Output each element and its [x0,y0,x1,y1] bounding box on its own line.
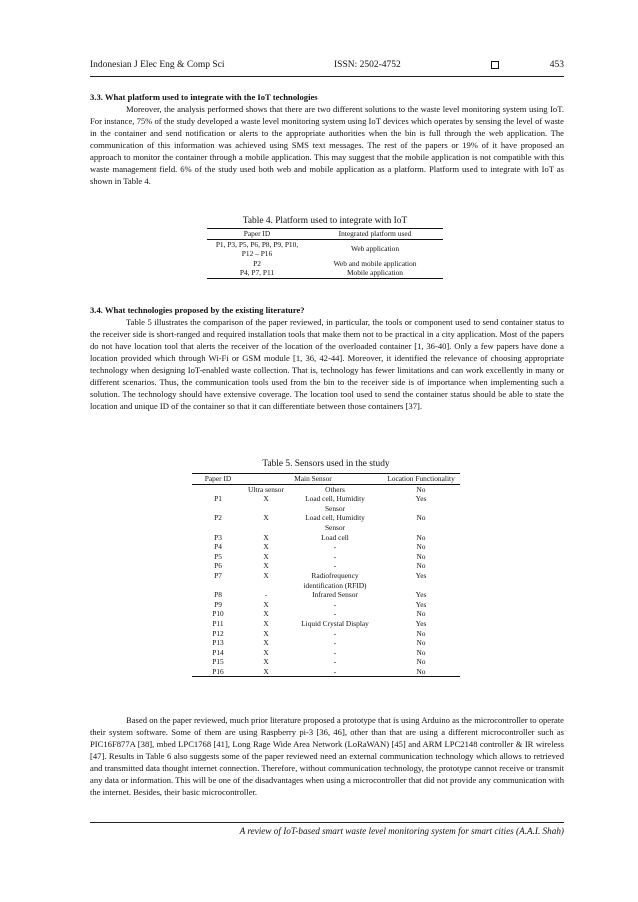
table-cell: P10 [212,609,224,619]
table-cell: X [263,532,269,542]
table-row [207,239,443,259]
table-header: Main Sensor [244,474,382,485]
table-row [192,561,460,571]
table-row [192,600,460,610]
table-cell: No [416,657,426,667]
table-cell: - [333,561,337,571]
table-cell: Infrared Sensor [312,590,358,600]
table-cell: P15 [212,657,224,667]
table-cell: No [416,628,426,638]
section-paragraph: Moreover, the analysis performed shows that there are two different solutions to the waste level monitoring system using IoT. For instance, 75% of the study developed a waste level monitoring system using IoT devices which operates by sensing the level of waste in the container and send notification or alerts to the appropriate authorities when the bin is full through the web application. The communication of this information was achieved using SMS text messages. The rest of the papers or 19% of it have proposed an approach to monitor the container through a mobile application. This may suggest that the mobile application is not compatible with this waste management field. 6% of the study used both web and mobile application as a platform. Platform used to integrate with IoT as shown in Table 4. [90,104,564,186]
table-cell: Web and mobile application [333,258,417,268]
table-cell: No [416,647,426,657]
table-cell: Load cell, Humidity Sensor [305,494,365,513]
table-cell: P4, P7, P11 [207,268,307,278]
table-row [207,268,443,278]
table-cell: P2 [253,258,261,268]
table-cell: P1, P3, P5, P6, P8, P9, P10, P12 – P16 [215,239,299,258]
table-cell: P4 [214,542,222,552]
table-cell: No [416,484,426,494]
table-cell: - [264,590,268,600]
table-cell: X [263,570,269,580]
table-subheader: Ultra sensor [248,484,284,494]
table-row [192,494,460,513]
table-row [192,657,460,667]
table-cell: No [416,609,426,619]
table-cell: - [333,599,337,609]
table-cell: P11 [212,618,224,628]
table-header: Integrated platform used [307,229,443,240]
table-cell: No [416,551,426,561]
table-cell: X [263,561,269,571]
section-paragraph: Based on the paper reviewed, much prior literature proposed a prototype that is using Arduino as the microcontroller to operate their system software. Some of them are using Raspberry pi-3 [36, 46], other than that are using a different microcontroller such as PIC16F877A [38], mbed LPC1768 [41], Long Rage Wide Area Network (LoRaWAN) [45] and ARM LPC2148 controller & IR wireless [47]. Results in Table 6 also suggests some of the paper reviewed need an external communication technology which allows to retrieved and transmitted data thought internet connection. Therefore, without communication technology, the prototype cannot receive or transmit any data or information. This will be one of the disadvantages when using a microcontroller that did not provide any communication with the internet. Besides, their basic microcontroller. [90,715,564,797]
table-cell: P5 [214,551,222,561]
header-rule [90,76,564,77]
table-cell: X [263,618,269,628]
table-cell: P8 [214,590,222,600]
table-cell: X [263,599,269,609]
discussion-section [90,714,564,798]
table-cell: No [382,667,460,677]
table-subheader: Others [325,484,345,494]
page-number: 453 [549,60,564,70]
table-5 [192,473,460,677]
table-cell: Yes [415,590,427,600]
table-cell: No [416,638,426,648]
section-heading: 3.4. What technologies proposed by the existing literature? [90,305,305,315]
table-header: Paper ID [207,229,307,240]
table-header: Paper ID [192,474,244,485]
table-cell: Yes [415,599,427,609]
table-cell: - [333,542,337,552]
table-cell: P1 [214,494,222,504]
table-cell: P6 [214,561,222,571]
table-cell: X [263,647,269,657]
table-cell: X [263,494,269,504]
table-row [192,667,460,677]
table-row [192,542,460,552]
table-cell: Liquid Crystal Display [301,618,369,628]
table-row [192,571,460,590]
table-cell: - [333,628,337,638]
table-cell: - [288,667,382,677]
table-cell: Yes [415,570,427,580]
table-cell: X [263,638,269,648]
table-cell: X [244,667,288,677]
table-cell: P2 [214,513,222,523]
section-paragraph: Table 5 illustrates the comparison of the paper reviewed, in particular, the tools or component used to send container status to the receiver side is short-ranged and required installation tools that make them not to be practical in a city application. Most of the papers do not have location tool that alerts the receiver of the location of the overloaded container [1, 36-40]. Only a few papers have done a location provided which through Wi-Fi or GSM module [1, 36, 42-44]. Moreover, it identified the relevance of choosing appropriate technology when designing IoT-enabled waste collection. That is, technology has fewer limitations and can work excellently in many or different scenarios. Thus, the communication tools used from the bin to the receiver side is of importance when implementing such a solution. The technology should have extensive coverage. The location tool used to send the container status should be able to state the location and unique ID of the container so that it can differentiate between those containers [37]. [90,317,564,411]
table-cell: No [416,561,426,571]
table-cell: - [333,609,337,619]
table-cell: P12 [212,628,224,638]
running-footer: A review of IoT-based smart waste level monitoring system for smart cities (A.A.I. Shah) [239,826,564,836]
table-row [192,590,460,600]
table-cell: - [333,638,337,648]
table-cell: P3 [214,532,222,542]
table-row [192,629,460,639]
table-row [192,609,460,619]
table-cell: - [333,551,337,561]
footer-rule [90,822,564,823]
table-5-body [192,494,460,677]
table-cell: X [263,542,269,552]
table-header: Location Functionality [382,474,460,485]
running-header [90,60,564,74]
table-cell: X [263,609,269,619]
checkbox-square-icon [491,61,499,69]
section-3-4 [90,304,564,412]
table-5-caption: Table 5. Sensors used in the study [262,459,390,469]
table-cell: Mobile application [307,268,443,278]
table-row [192,533,460,543]
table-row [192,552,460,562]
table-cell: - [333,647,337,657]
table-cell: X [263,551,269,561]
issn: ISSN: 2502-4752 [334,60,401,70]
table-cell: P14 [212,647,224,657]
table-cell: No [416,532,426,542]
table-cell: P13 [212,638,224,648]
table-cell: X [263,628,269,638]
table-cell: P7 [214,570,222,580]
table-cell: X [263,513,269,523]
table-cell: Web application [350,244,400,254]
table-row [192,513,460,532]
table-cell: Yes [415,618,427,628]
journal-name: Indonesian J Elec Eng & Comp Sci [90,60,225,70]
table-4-caption: Table 4. Platform used to integrate with IoT [242,216,408,226]
table-row [192,638,460,648]
table-cell: P16 [192,667,244,677]
table-cell: Yes [415,494,427,504]
table-cell: P9 [214,599,222,609]
table-row [192,648,460,658]
table-cell: No [416,513,426,523]
table-cell: Radiofrequency identification (RFID) [303,570,367,590]
table-cell: - [333,657,337,667]
section-heading: 3.3. What platform used to integrate with the IoT technologies [90,92,318,102]
table-row [192,619,460,629]
table-cell: No [416,542,426,552]
table-cell: X [263,657,269,667]
table-cell: Load cell [321,532,349,542]
section-3-3 [90,91,564,187]
table-row [207,259,443,269]
table-4 [207,228,443,279]
table-cell: Load cell, Humidity Sensor [305,513,365,532]
